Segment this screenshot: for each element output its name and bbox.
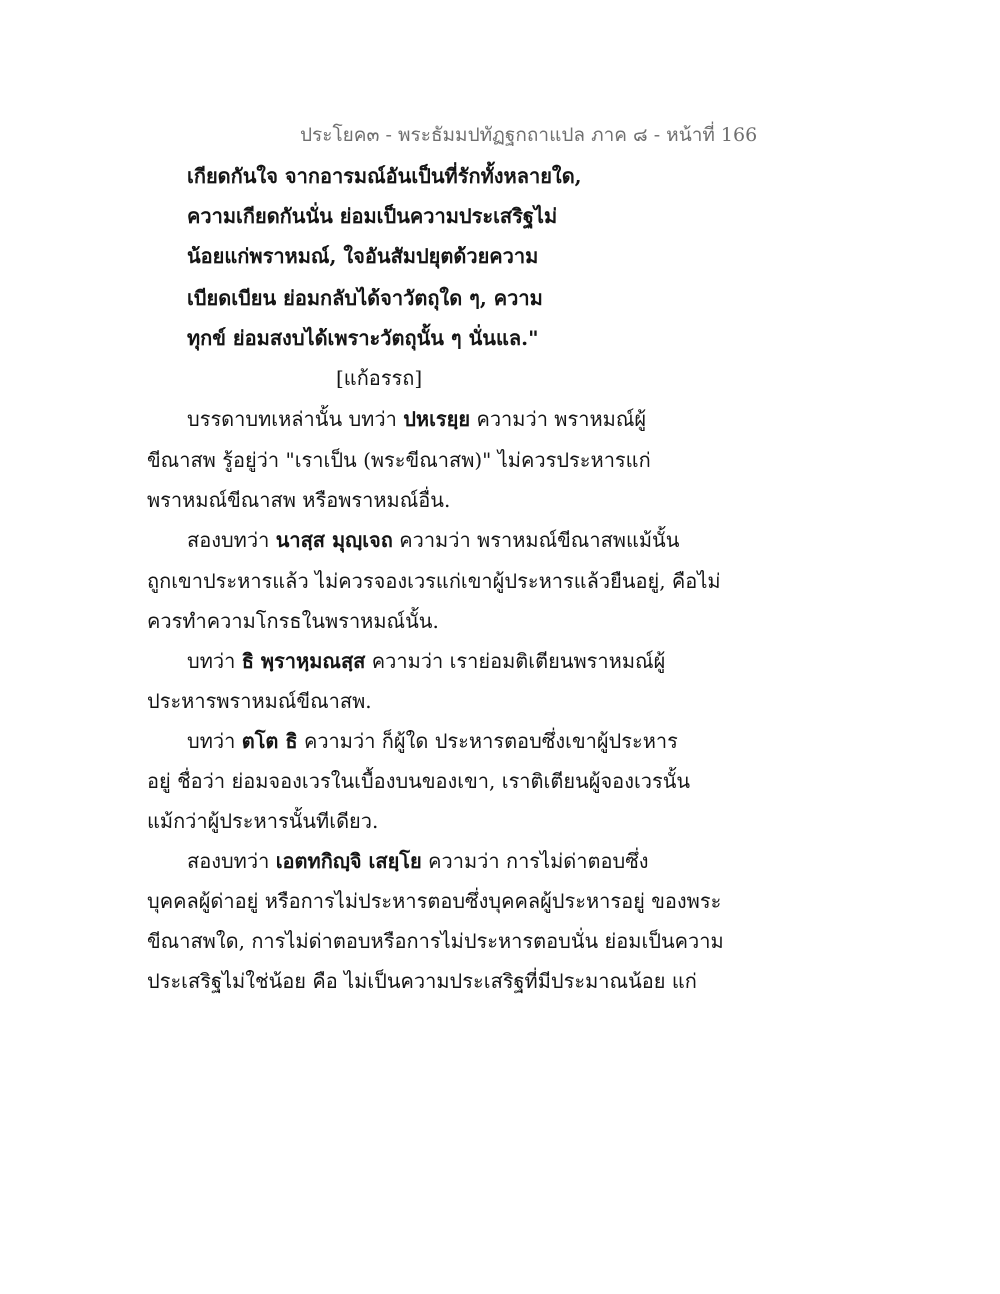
pali-term: เอตทกิญฺจิ เสยฺโย (275, 849, 422, 873)
verse-line-2: ความเกียดกันนั่น ย่อมเป็นความประเสริฐไม่ (187, 204, 558, 228)
verse-line-3: น้อยแก่พราหมณ์, ใจอันสัมปยุตด้วยความ (187, 244, 539, 268)
text-run: ความว่า การไม่ด่าตอบซึ่ง (421, 849, 649, 873)
paragraph-5-line-4: ประเสริฐไม่ใช่น้อย คือ ไม่เป็นความประเสริฐที่มีประมาณน้อย แก่ (147, 969, 697, 993)
paragraph-5-line-2: บุคคลผู้ด่าอยู่ หรือการไม่ประหารตอบซึ่งบุคคลผู้ประหารอยู่ ของพระ (147, 889, 722, 913)
pali-term: นาสฺส มุญฺเจถ (275, 528, 393, 552)
paragraph-5-line-3: ขีณาสพใด, การไม่ด่าตอบหรือการไม่ประหารตอบนั่น ย่อมเป็นความ (147, 929, 724, 953)
text-run: บรรดาบทเหล่านั้น บทว่า (187, 407, 404, 431)
paragraph-4-line-2: อยู่ ชื่อว่า ย่อมจองเวรในเบื้องบนของเขา, เราติเตียนผู้จองเวรนั้น (147, 769, 691, 793)
paragraph-2-line-1 (187, 526, 679, 554)
paragraph-3-line-2: ประหารพราหมณ์ขีณาสพ. (147, 689, 372, 713)
paragraph-3-line-1 (187, 647, 665, 675)
text-run: ความว่า พราหมณ์ผู้ (470, 407, 647, 431)
text-run: ความว่า ก็ผู้ใด ประหารตอบซึ่งเขาผู้ประหาร (297, 729, 678, 753)
page-header: ประโยค๓ - พระธัมมปทัฏฐกถาแปล ภาค ๘ - หน้าที่ 166 (300, 124, 758, 146)
text-run: ความว่า เราย่อมติเตียนพราหมณ์ผู้ (365, 649, 666, 673)
text-run: บทว่า (187, 649, 242, 673)
paragraph-5-line-1 (187, 847, 649, 875)
paragraph-1-line-2: ขีณาสพ รู้อยู่ว่า "เราเป็น (พระขีณาสพ)" ไม่ควรประหารแก่ (147, 448, 651, 472)
section-reference: [แก้อรรถ] (336, 366, 423, 390)
pali-term: ปหเรยฺย (403, 407, 471, 431)
paragraph-4-line-1 (187, 727, 678, 755)
pali-term: ธิ พฺราหฺมณสฺส (241, 649, 366, 673)
paragraph-4-line-3: แม้กว่าผู้ประหารนั้นทีเดียว. (147, 809, 379, 833)
verse-line-4: เบียดเบียน ย่อมกลับได้จาวัตถุใด ๆ, ความ (187, 286, 543, 310)
paragraph-2-line-3: ควรทำความโกรธในพราหมณ์นั้น. (147, 609, 439, 633)
text-run: ความว่า พราหมณ์ขีณาสพแม้นั้น (392, 528, 680, 552)
text-run: สองบทว่า (187, 849, 276, 873)
text-run: สองบทว่า (187, 528, 276, 552)
pali-term: ตโต ธิ (241, 729, 298, 753)
paragraph-1-line-3: พราหมณ์ขีณาสพ หรือพราหมณ์อื่น. (147, 488, 451, 512)
paragraph-1-line-1 (187, 405, 646, 433)
verse-line-1: เกียดกันใจ จากอารมณ์อันเป็นที่รักทั้งหลายใด, (187, 164, 582, 188)
text-run: บทว่า (187, 729, 242, 753)
verse-line-5: ทุกข์ ย่อมสงบได้เพราะวัตถุนั้น ๆ นั่นแล." (187, 326, 539, 350)
paragraph-2-line-2: ถูกเขาประหารแล้ว ไม่ควรจองเวรแก่เขาผู้ประหารแล้วยืนอยู่, คือไม่ (147, 569, 721, 593)
